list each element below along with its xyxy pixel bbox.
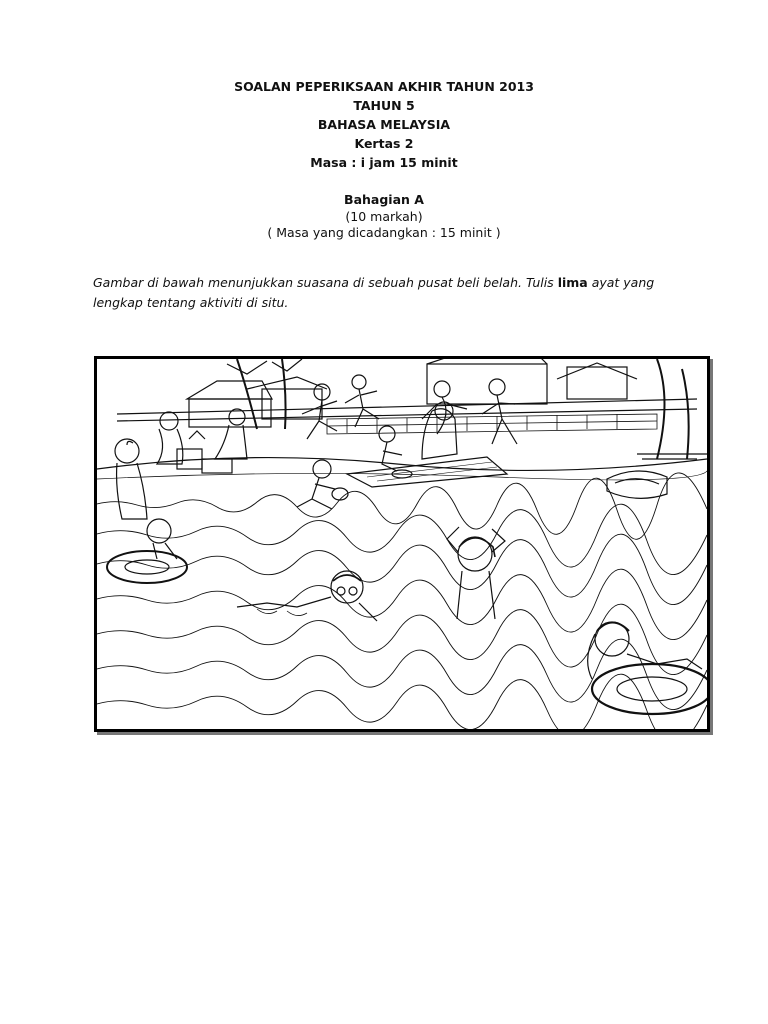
question-instruction (93, 273, 693, 313)
beach-scene-illustration (94, 356, 710, 732)
floating-raft (607, 471, 667, 498)
instruction-text-end: ayat yang lengkap tentang aktiviti di situ. (93, 275, 655, 310)
background-buildings (117, 359, 697, 427)
exam-subject: BAHASA MELAYSIA (317, 117, 451, 132)
section-suggested-time: ( Masa yang dicadangkan : 15 minit ) (267, 225, 501, 240)
exam-title: SOALAN PEPERIKSAAN AKHIR TAHUN 2013 (234, 79, 534, 94)
exam-header (0, 77, 768, 172)
beach-scene-svg (97, 359, 707, 729)
section-marks: (10 markah) (345, 208, 423, 224)
water-waves (97, 473, 707, 729)
exam-duration: Masa : i jam 15 minit (310, 155, 458, 170)
exam-paper: Kertas 2 (354, 136, 414, 151)
section-title: Bahagian A (344, 192, 424, 207)
boy-in-water-left (115, 439, 147, 519)
swimmer-with-goggles (237, 571, 377, 621)
instruction-text-start: Gambar di bawah menunjukkan suasana di sebuah pusat beli belah. Tulis (93, 275, 558, 290)
boy-with-bucket (297, 460, 348, 509)
exam-year-level: TAHUN 5 (353, 98, 415, 113)
girl-hands-on-head (447, 527, 505, 619)
instruction-bold-word: lima (557, 275, 588, 290)
section-heading (0, 192, 768, 242)
child-in-swim-ring (107, 519, 187, 583)
